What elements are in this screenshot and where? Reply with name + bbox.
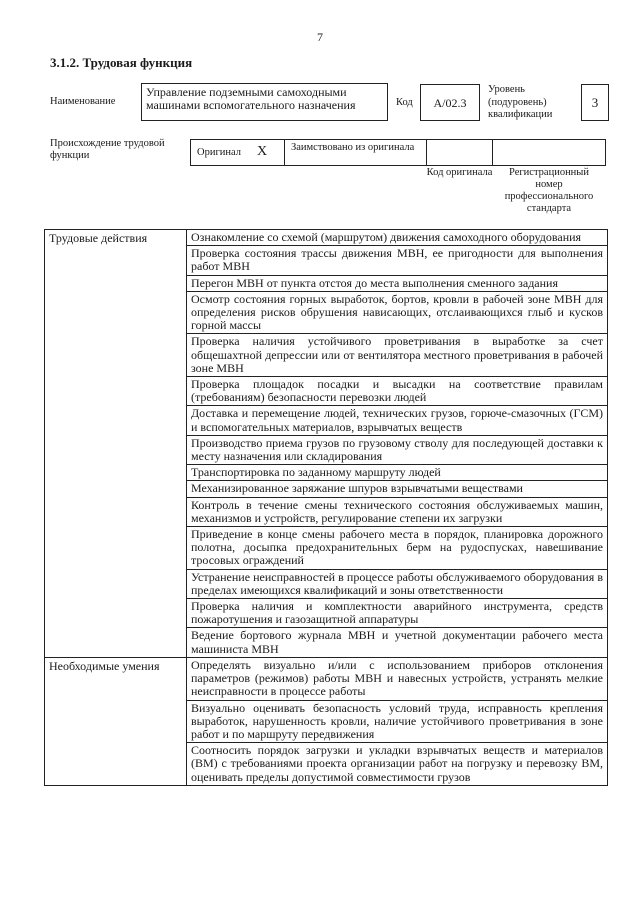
name-value: Управление подземными самоходными машинами вспомогательного назначения: [141, 83, 388, 121]
list-item: Ознакомление со схемой (маршрутом) движения самоходного оборудования: [187, 230, 608, 246]
reg-number-cell: [492, 139, 606, 166]
table-row: [45, 657, 608, 700]
skills-title: Необходимые умения: [45, 657, 187, 785]
origin-label: Происхождение трудовой функции: [50, 138, 165, 161]
original-mark: Х: [257, 144, 268, 159]
function-table: [44, 229, 608, 786]
list-item: Определять визуально и/или с использованием приборов отклонения параметров (режимов) работы МВН и навесных устройств, устранять мелкие неисправности в процессе работы: [187, 657, 608, 700]
list-item: Механизированное заряжание шпуров взрывчатыми веществами: [187, 481, 608, 497]
code-caption: Код оригинала: [426, 167, 493, 178]
list-item: Ведение бортового журнала МВН и учетной документации рабочего места машиниста МВН: [187, 628, 608, 657]
list-item: Проверка площадок посадки и высадки на соответствие правилам (требованиям) безопасности перевозки людей: [187, 377, 608, 406]
list-item: Проверка состояния трассы движения МВН, ее пригодности для выполнения работ МВН: [187, 246, 608, 275]
original-label: Оригинал: [197, 147, 241, 158]
list-item: Проверка наличия устойчивого проветривания в выработке за счет общешахтной депрессии или от вентилятора местного проветривания в рабочей зоне МВН: [187, 334, 608, 377]
reg-caption: Регистрационный номер профессионального стандарта: [504, 167, 594, 214]
list-item: Соотносить порядок загрузки и укладки взрывчатых веществ и материалов (ВМ) с требованиями проекта организации работ на погрузку и перевозку ВМ, оценивать пределы допустимой совместимости грузов: [187, 743, 608, 786]
list-item: Контроль в течение смены технического состояния обслуживаемых машин, механизмов и устройств, регулирование степени их загрузки: [187, 497, 608, 526]
level-value: 3: [581, 84, 609, 121]
table-row: [45, 230, 608, 246]
list-item: Транспортировка по заданному маршруту людей: [187, 465, 608, 481]
code-value: А/02.3: [420, 84, 480, 121]
list-item: Доставка и перемещение людей, технических грузов, горюче-смазочных (ГСМ) и вспомогательных материалов, взрывчатых веществ: [187, 406, 608, 435]
actions-title: Трудовые действия: [45, 230, 187, 658]
level-label: Уровень (подуровень) квалификации: [488, 84, 553, 120]
list-item: Осмотр состояния горных выработок, бортов, кровли в рабочей зоне МВН для определения рисков обрушения нависающих, отслаивающихся глыб и кусков горной массы: [187, 291, 608, 334]
list-item: Производство приема грузов по грузовому стволу для последующей доставки к месту назначения или складирования: [187, 435, 608, 464]
original-cell: [190, 139, 285, 166]
list-item: Визуально оценивать безопасность условий труда, исправность крепления выработок, нарушенность кровли, наличие устойчивого проветривания в зоне работ и по маршруту передвижения: [187, 700, 608, 743]
original-code-cell: [426, 139, 493, 166]
list-item: Устранение неисправностей в процессе работы обслуживаемого оборудования в пределах имеющихся квалификаций и зоны ответственности: [187, 569, 608, 598]
list-item: Перегон МВН от пункта отстоя до места выполнения сменного задания: [187, 275, 608, 291]
page-number: 7: [317, 30, 323, 44]
list-item: Проверка наличия и комплектности аварийного инструмента, средств пожаротушения и газозащитной аппаратуры: [187, 599, 608, 628]
code-label: Код: [396, 97, 413, 108]
list-item: Приведение в конце смены рабочего места в порядок, планировка дорожного полотна, досыпка предохранительных берм на рудоспусках, навешивание тросовых ограждений: [187, 527, 608, 570]
borrowed-label: Заимствовано из оригинала: [284, 139, 427, 166]
name-label: Наименование: [50, 96, 116, 107]
section-title: 3.1.2. Трудовая функция: [50, 55, 193, 70]
